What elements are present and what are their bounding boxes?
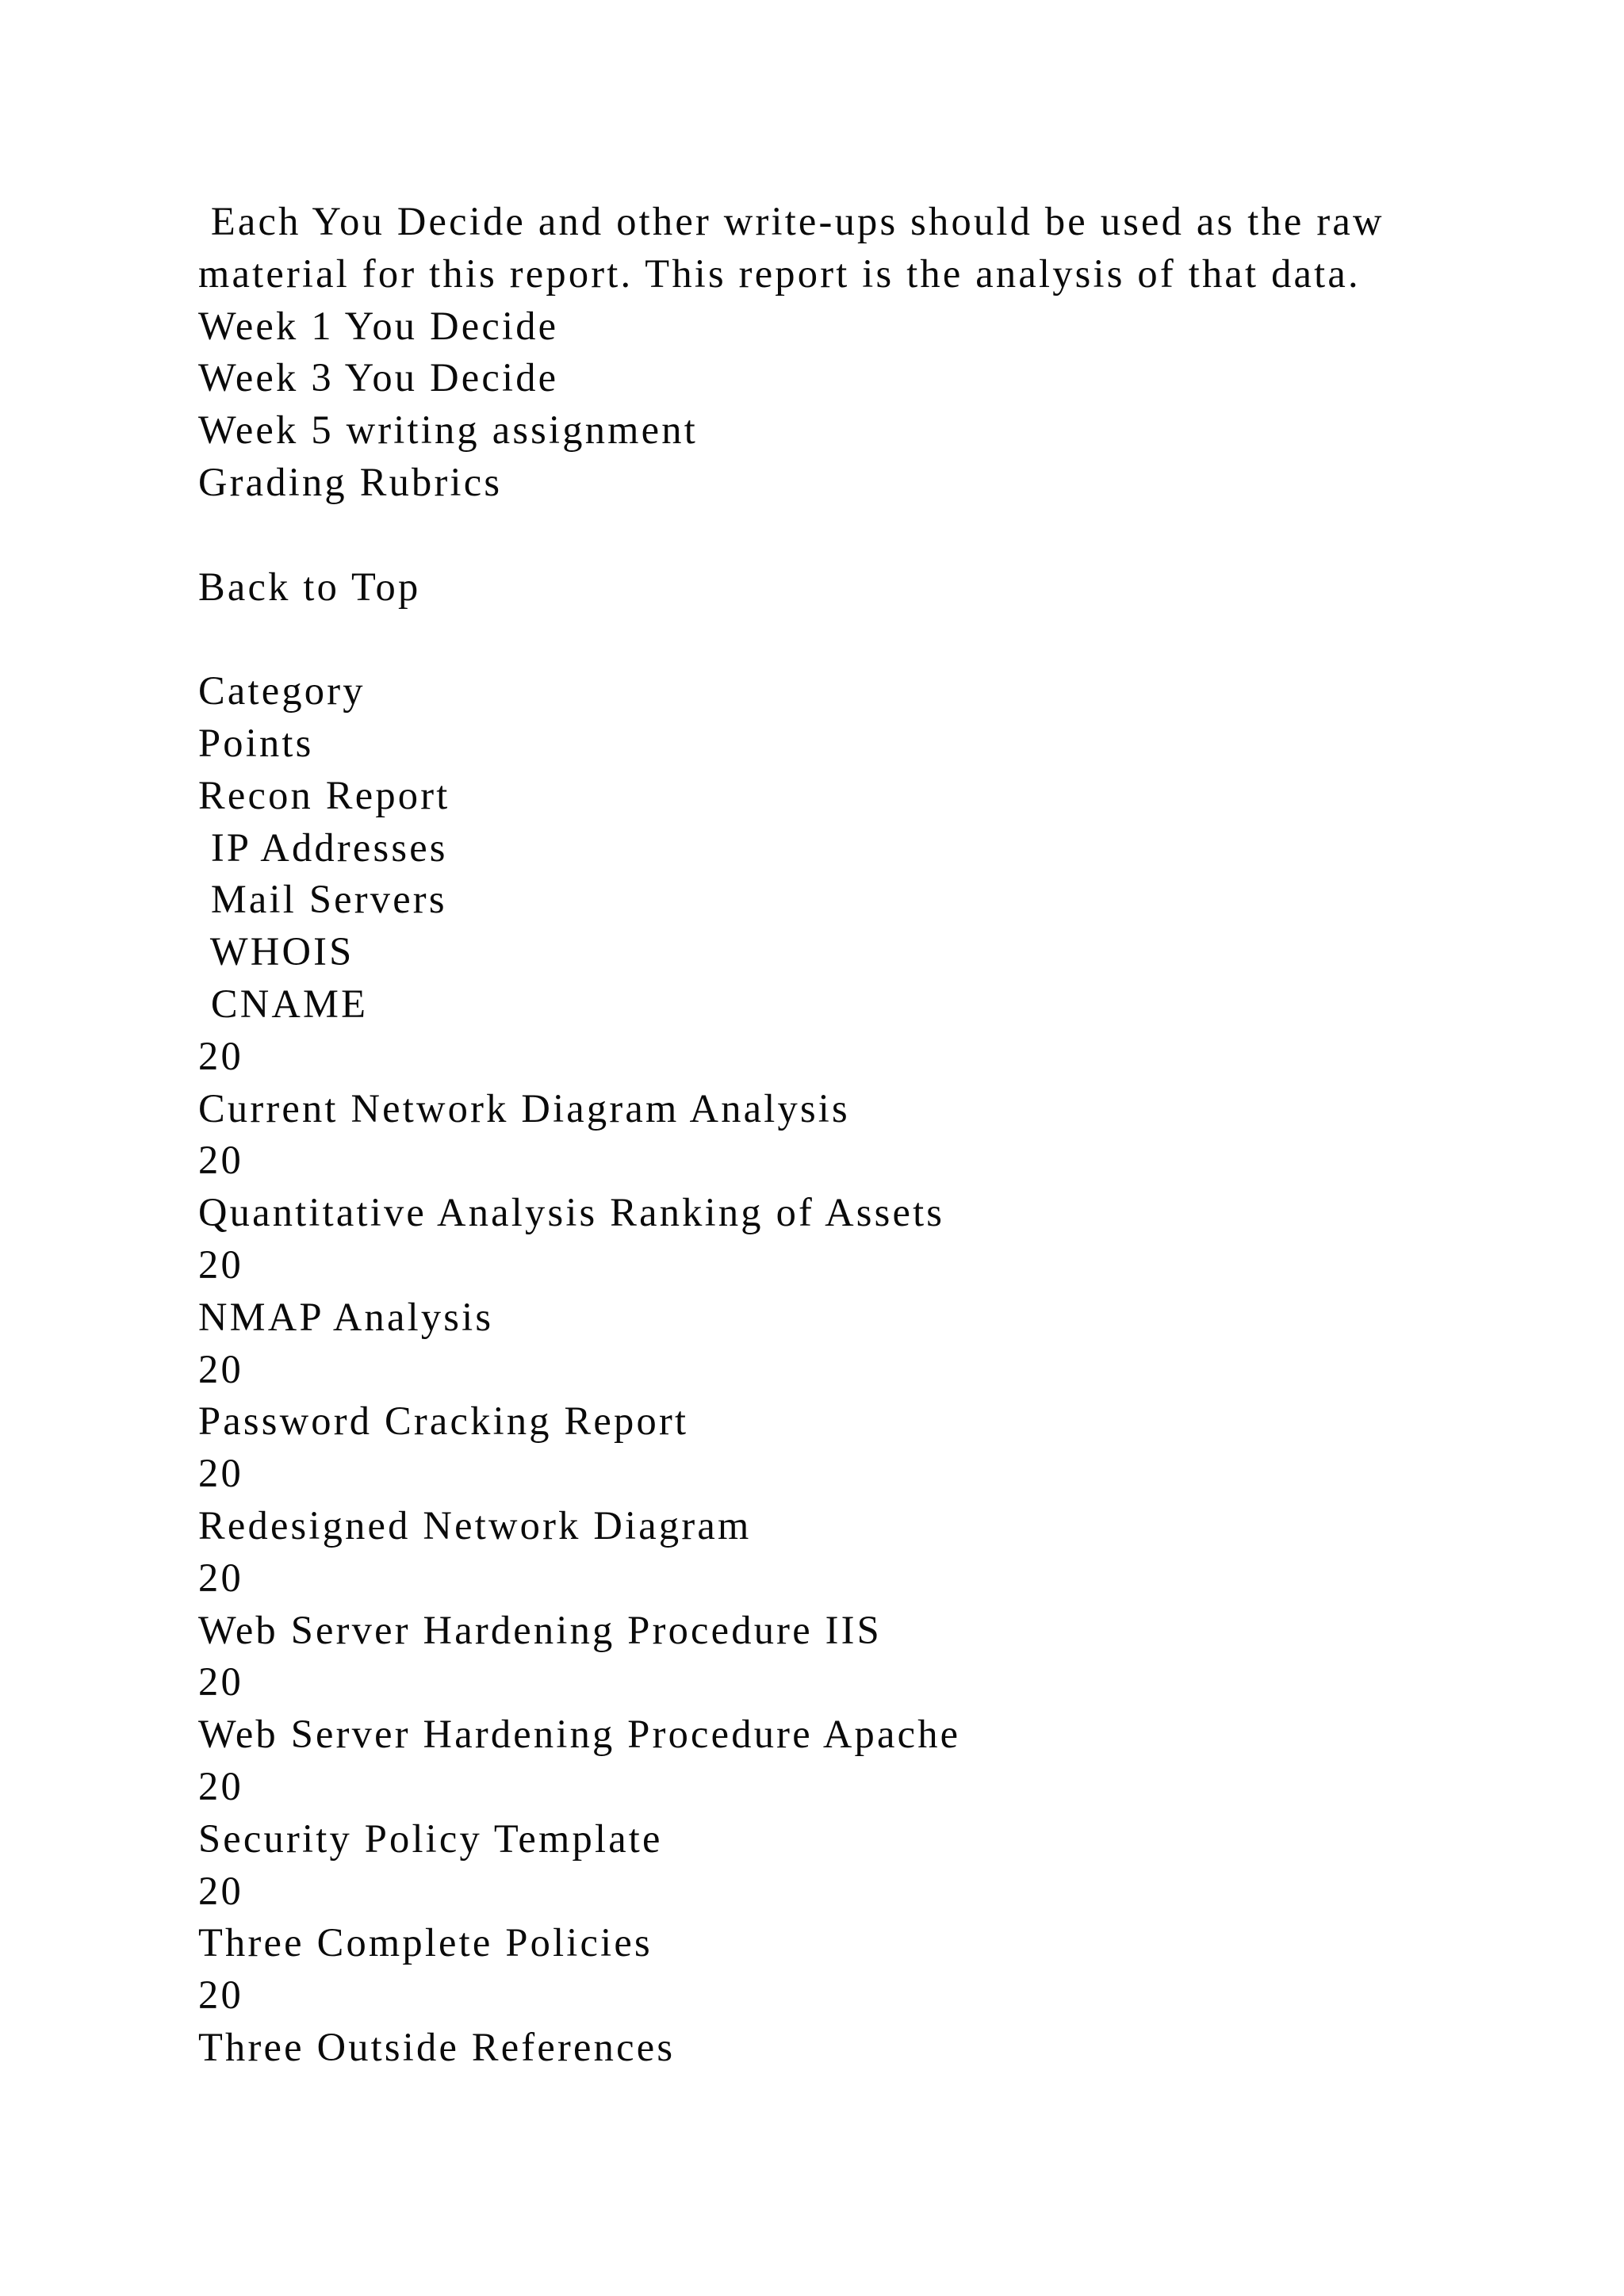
rubric-subitem: IP Addresses <box>198 825 448 870</box>
assignment-item: Week 5 writing assignment <box>198 408 698 453</box>
rubric-points: 20 <box>198 1451 243 1496</box>
spacer <box>198 613 1546 665</box>
rubric-category: Current Network Diagram Analysis <box>198 1085 850 1131</box>
table-header-category: Category <box>198 668 366 714</box>
assignment-item: Week 1 You Decide <box>198 303 559 348</box>
section-heading: Grading Rubrics <box>198 459 503 504</box>
rubric-category: Three Outside References <box>198 2024 676 2069</box>
rubric-category: Web Server Hardening Procedure IIS <box>198 1607 882 1652</box>
rubric-subitem: Mail Servers <box>198 877 447 922</box>
rubric-category: NMAP Analysis <box>198 1294 494 1339</box>
rubric-points: 20 <box>198 1973 243 2018</box>
rubric-points: 20 <box>198 1659 243 1705</box>
rubric-category: Password Cracking Report <box>198 1399 689 1444</box>
assignment-item: Week 3 You Decide <box>198 355 559 400</box>
back-to-top-link[interactable]: Back to Top <box>198 564 421 609</box>
rubric-points: 20 <box>198 1868 243 1913</box>
rubric-points: 20 <box>198 1346 243 1391</box>
intro-line: material for this report. This report is the analysis of that data. <box>198 251 1361 296</box>
rubric-category: Web Server Hardening Procedure Apache <box>198 1712 961 1757</box>
rubric-category: Three Complete Policies <box>198 1920 653 1965</box>
rubric-points: 20 <box>198 1555 243 1600</box>
rubric-category: Quantitative Analysis Ranking of Assets <box>198 1190 945 1235</box>
rubric-points: 20 <box>198 1033 243 1078</box>
intro-line: Each You Decide and other write-ups should be used as the raw <box>198 199 1385 243</box>
rubric-category: Recon Report <box>198 772 450 817</box>
document-body <box>198 196 1546 2074</box>
rubric-category: Security Policy Template <box>198 1816 663 1861</box>
spacer <box>198 509 1546 561</box>
rubric-points: 20 <box>198 1242 243 1287</box>
rubric-category: Redesigned Network Diagram <box>198 1502 752 1548</box>
rubric-subitem: CNAME <box>198 981 369 1026</box>
rubric-subitem: WHOIS <box>198 929 354 974</box>
rubric-points: 20 <box>198 1763 243 1808</box>
rubric-points: 20 <box>198 1138 243 1183</box>
table-header-points: Points <box>198 720 314 765</box>
